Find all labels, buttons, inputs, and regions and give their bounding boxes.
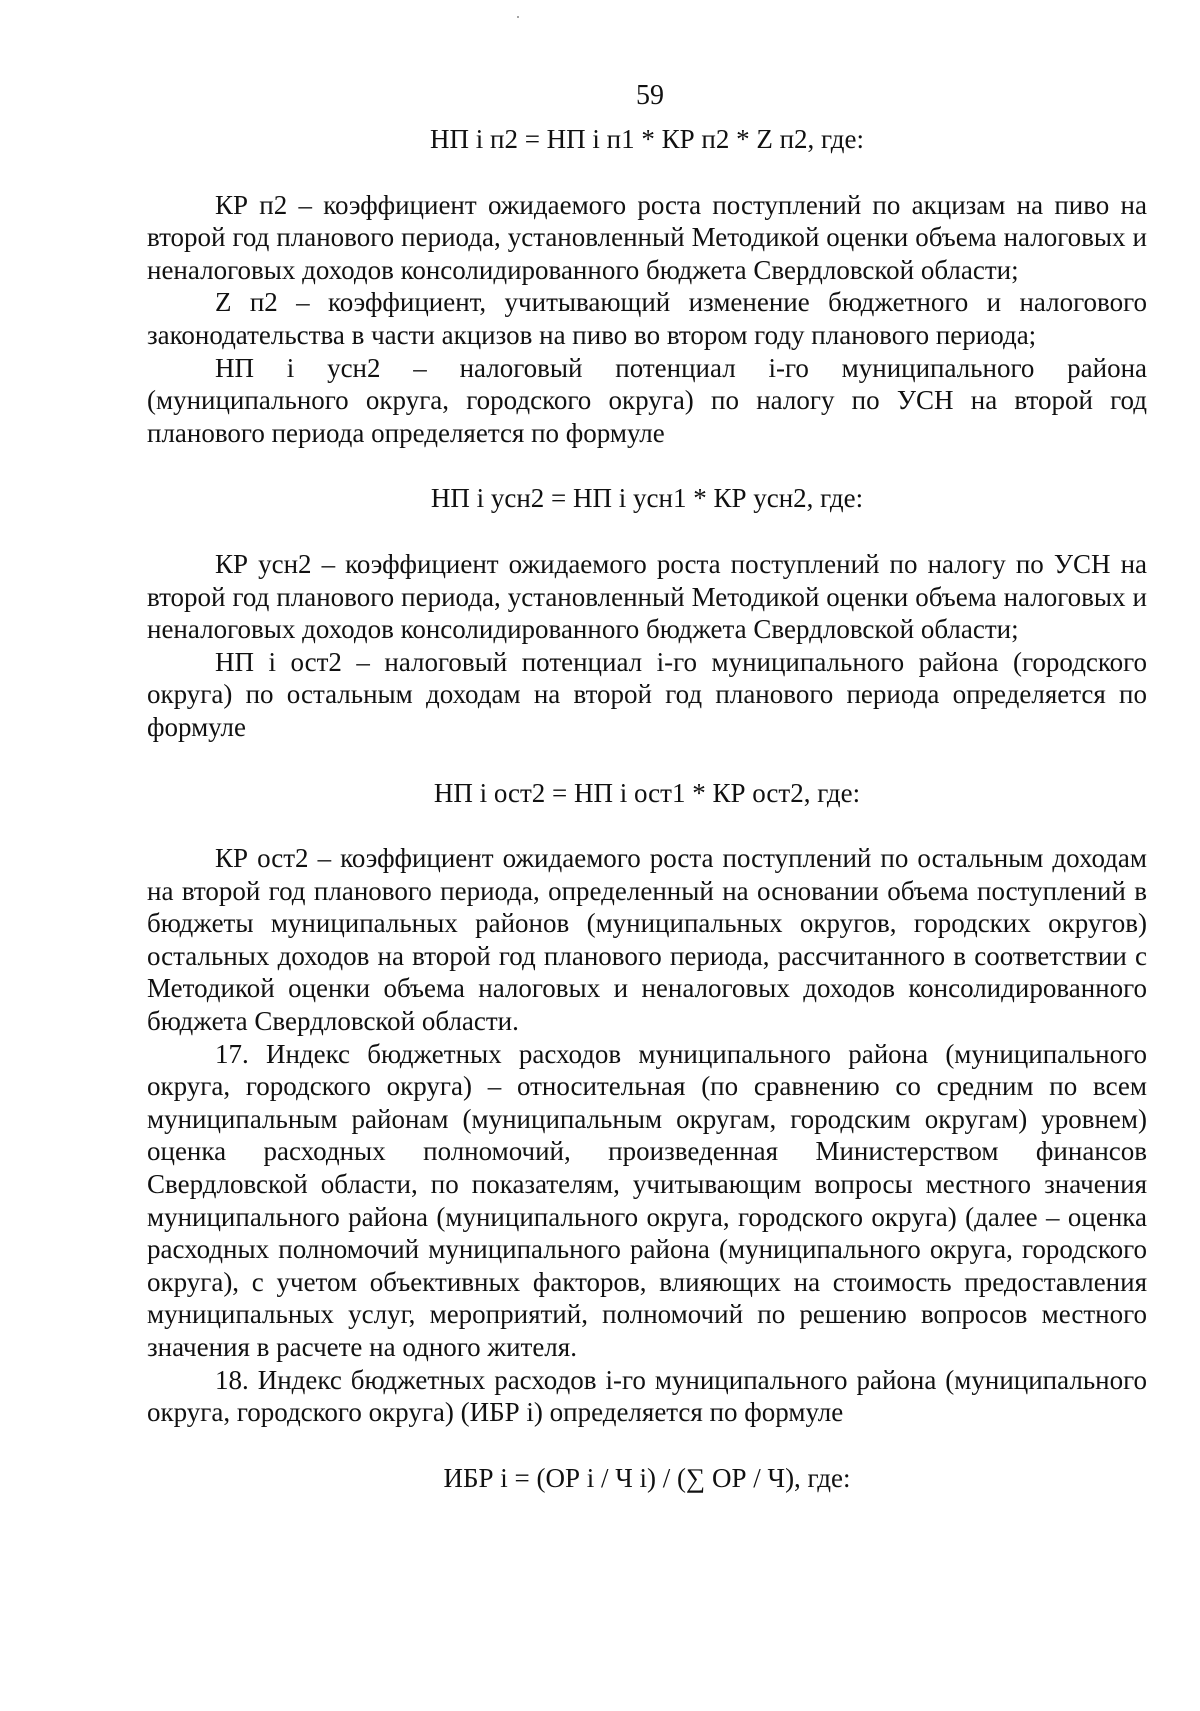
paragraph-kr-p2: КР п2 – коэффициент ожидаемого роста поступлений по акцизам на пиво на второй год планового периода, установленный Методикой оценки объема налоговых и неналоговых доходов консолидированного бюджета Свердловской области; bbox=[147, 189, 1147, 285]
page-number: 59 bbox=[636, 80, 664, 111]
formula-np-usn2: НП i усн2 = НП i усн1 * КР усн2, где: bbox=[430, 483, 864, 514]
scan-speck bbox=[517, 16, 519, 18]
document-body bbox=[147, 123, 1147, 1494]
paragraph-kr-ost2: КР ост2 – коэффициент ожидаемого роста поступлений по остальным доходам на второй год планового периода, определенный на основании объема поступлений в бюджеты муниципальных районов (муниципальных округов, городских округов) остальных доходов на второй год планового периода, рассчитанного в соответствии с Методикой оценки объема налоговых и неналоговых доходов консолидированного бюджета Свердловской области. bbox=[147, 843, 1147, 1037]
paragraph-item-17: 17. Индекс бюджетных расходов муниципального района (муниципального округа, городского округа) – относительная (по сравнению со средним по всем муниципальным районам (муниципальным округам, городским округам) уровнем) оценка расходных полномочий, произведенная Министерством финансов Свердловской области, по показателям, учитывающим вопросы местного значения муниципального района (муниципального округа, городского округа) (далее – оценка расходных полномочий муниципального района (муниципального округа, городского округа), с учетом объективных факторов, влияющих на стоимость предоставления муниципальных услуг, мероприятий, полномочий по решению вопросов местного значения в расчете на одного жителя. bbox=[147, 1038, 1147, 1362]
paragraph-z-p2: Z п2 – коэффициент, учитывающий изменение бюджетного и налогового законодательства в части акцизов на пиво во втором году планового периода; bbox=[147, 287, 1147, 350]
formula-ibr: ИБР i = (ОР i / Ч i) / (∑ ОР / Ч), где: bbox=[443, 1462, 851, 1493]
formula-np-p2: НП i п2 = НП i п1 * КР п2 * Z п2, где: bbox=[430, 124, 864, 154]
paragraph-item-18: 18. Индекс бюджетных расходов i-го муниципального района (муниципального округа, городского округа) (ИБР i) определяется по формуле bbox=[147, 1364, 1147, 1428]
paragraph-np-usn2: НП i усн2 – налоговый потенциал i-го муниципального района (муниципального округа, городского округа) по налогу по УСН на второй год планового периода определяется по формуле bbox=[147, 352, 1147, 448]
paragraph-np-ost2: НП i ост2 – налоговый потенциал i-го муниципального района (городского округа) по остальным доходам на второй год планового периода определяется по формуле bbox=[147, 646, 1147, 742]
formula-np-ost2: НП i ост2 = НП i ост1 * КР ост2, где: bbox=[433, 777, 861, 808]
paragraph-kr-usn2: КР усн2 – коэффициент ожидаемого роста поступлений по налогу по УСН на второй год планового периода, установленный Методикой оценки объема налоговых и неналоговых доходов консолидированного бюджета Свердловской области; bbox=[147, 548, 1147, 645]
